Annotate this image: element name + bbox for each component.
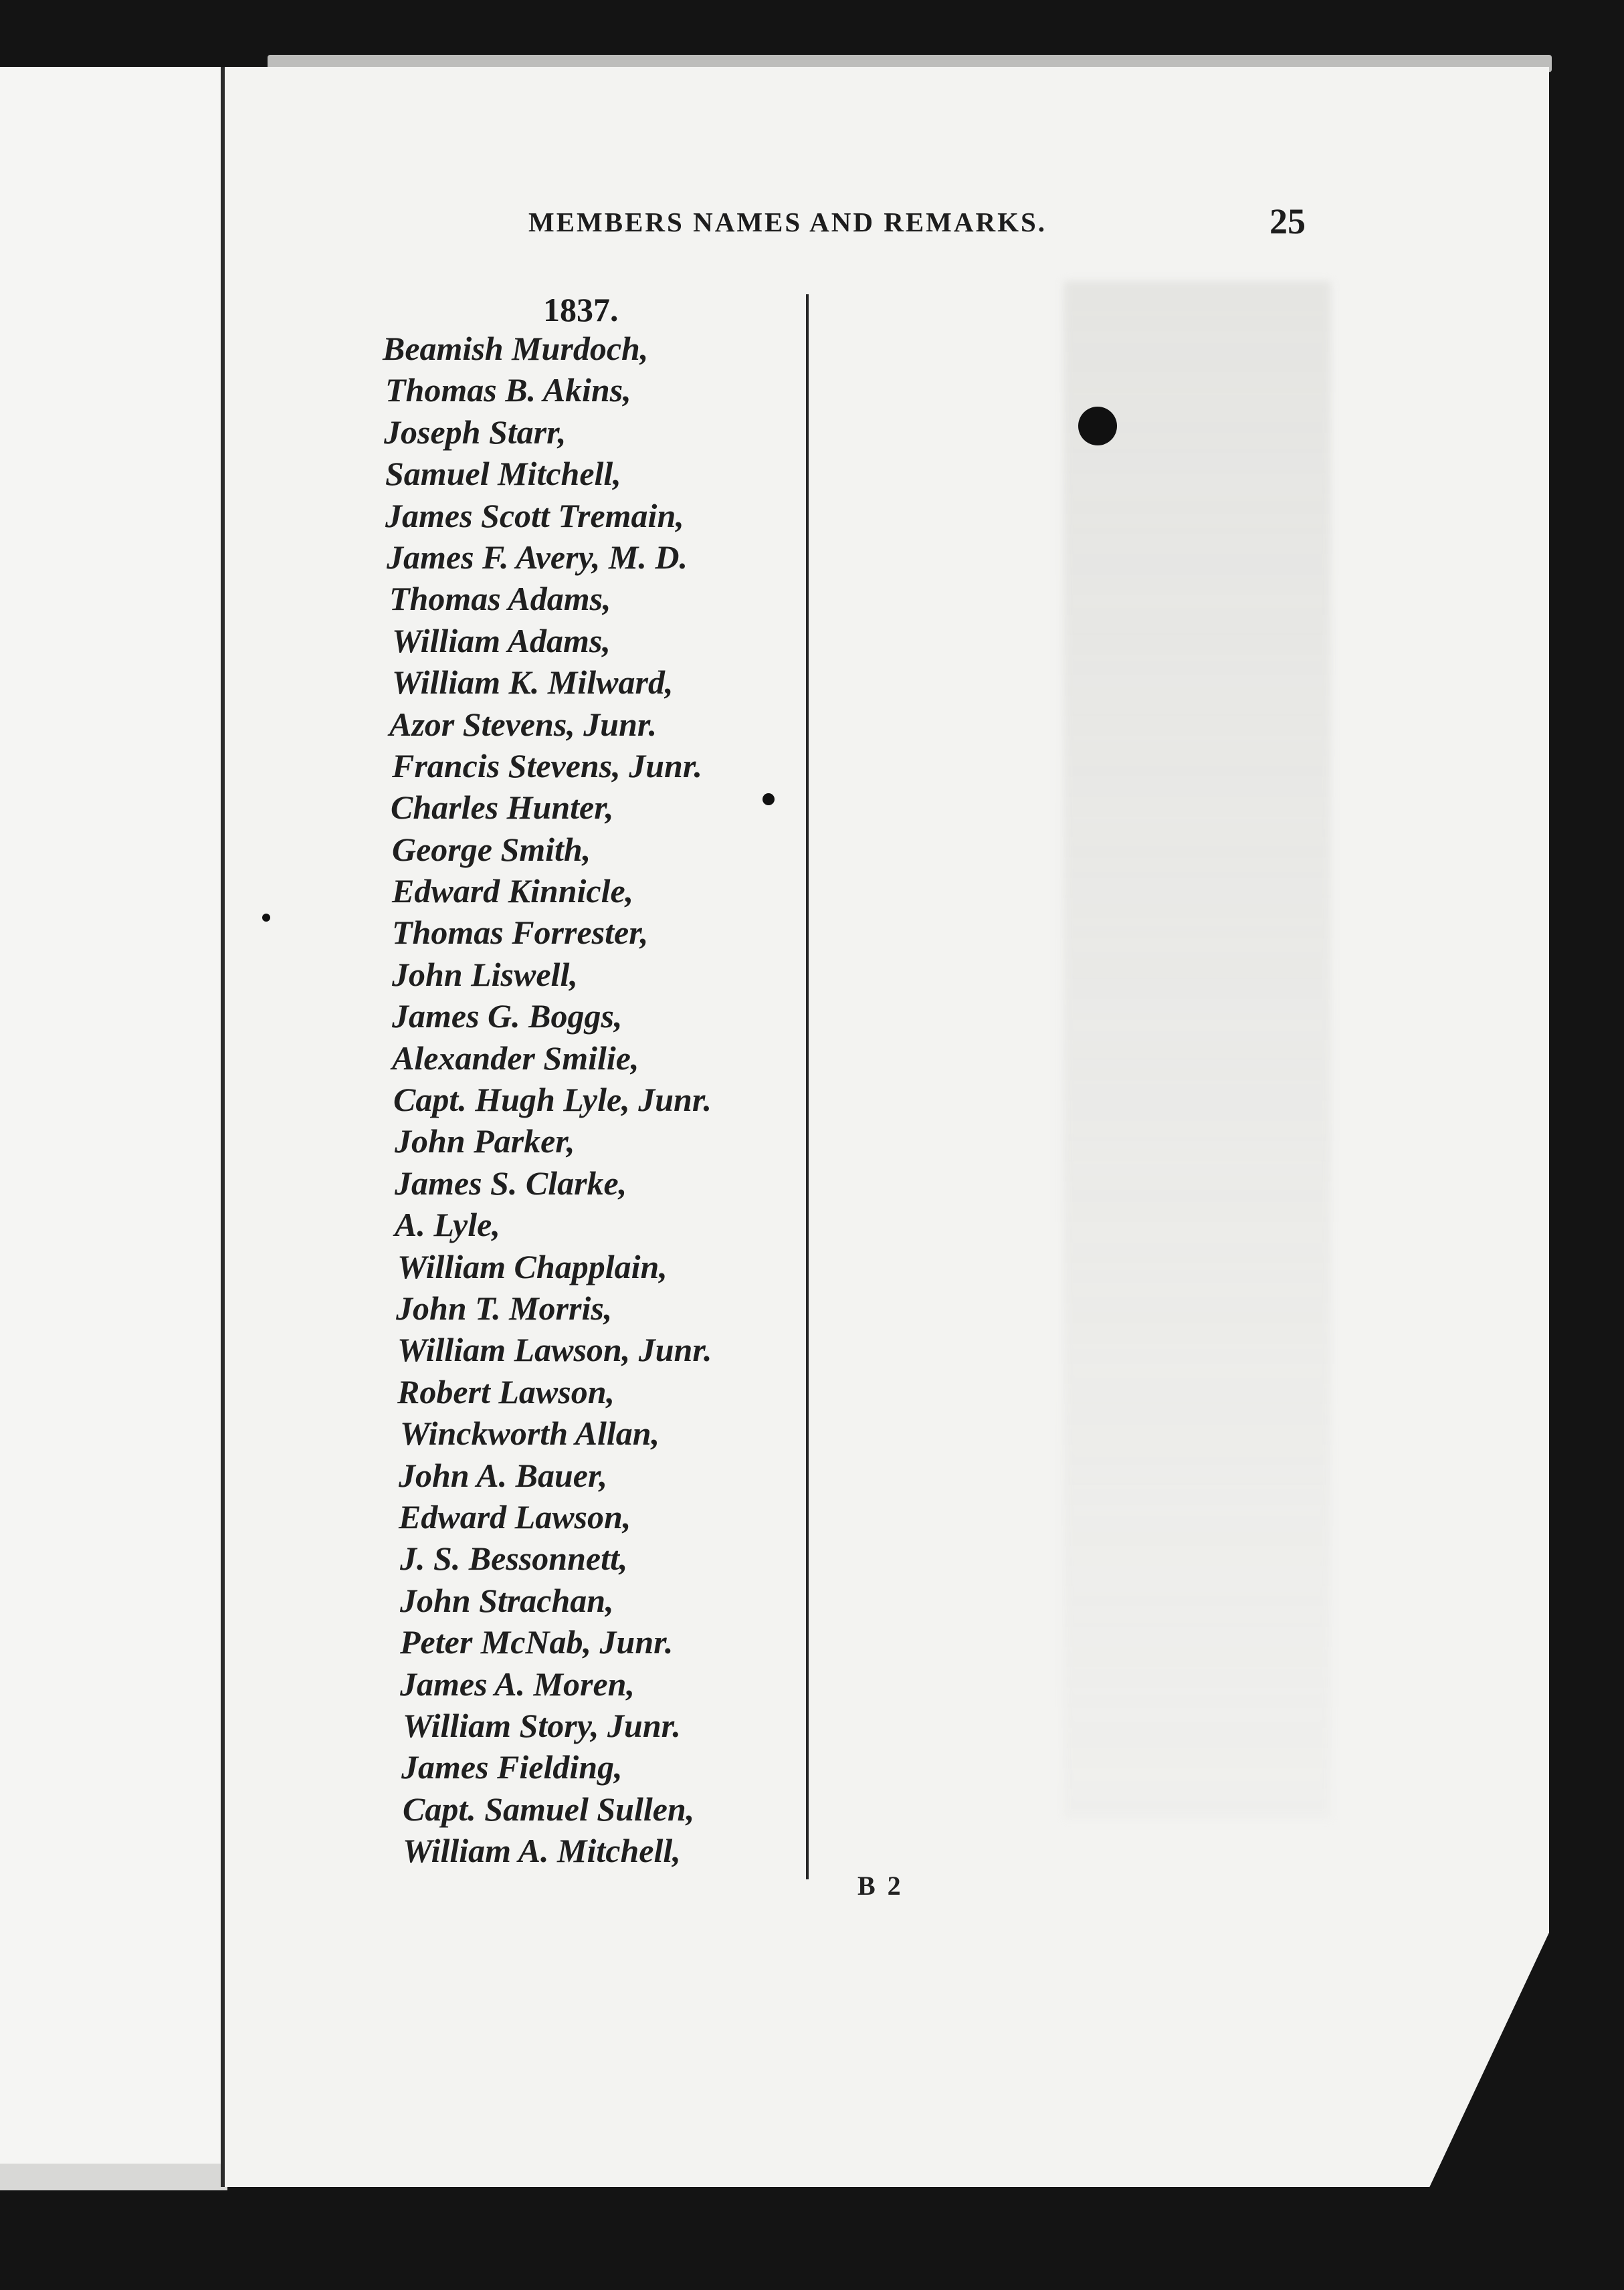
bleed-through-shadow — [1063, 281, 1331, 1819]
column-rule — [806, 294, 809, 1879]
member-name: James F. Avery, M. D. — [387, 538, 688, 576]
member-name: J. S. Bessonnett, — [400, 1540, 628, 1578]
member-name: Francis Stevens, Junr. — [392, 746, 703, 785]
member-name: William K. Milward, — [392, 663, 674, 702]
member-name: James Scott Tremain, — [385, 496, 684, 534]
member-name: John Parker, — [395, 1122, 575, 1160]
member-name: Charles Hunter, — [391, 789, 614, 827]
member-name: George Smith, — [392, 830, 591, 868]
member-name: John T. Morris, — [396, 1289, 613, 1327]
member-name: Thomas Adams, — [389, 580, 611, 618]
member-name: William Lawson, Junr. — [397, 1331, 712, 1369]
member-name: Samuel Mitchell, — [385, 455, 621, 493]
member-name: Winckworth Allan, — [400, 1415, 660, 1453]
ink-speck — [262, 914, 270, 922]
member-name: Edward Kinnicle, — [392, 872, 634, 910]
member-name: William Adams, — [392, 621, 611, 659]
signature-mark: B 2 — [857, 1871, 904, 1901]
member-name: Capt. Samuel Sullen, — [403, 1790, 695, 1828]
ink-speck — [763, 793, 775, 805]
facing-page-edge — [0, 2164, 227, 2190]
list-year: 1837. — [543, 291, 619, 328]
member-name: John A. Bauer, — [399, 1456, 608, 1494]
member-name: Beamish Murdoch, — [383, 330, 649, 367]
ink-spot — [1078, 407, 1117, 445]
facing-page — [0, 67, 225, 2164]
member-name: Robert Lawson, — [397, 1372, 615, 1411]
member-name: William A. Mitchell, — [403, 1832, 681, 1870]
member-names-list — [383, 328, 712, 1871]
member-name: Alexander Smilie, — [392, 1039, 639, 1077]
member-name: James S. Clarke, — [395, 1164, 627, 1202]
member-name: John Liswell, — [392, 955, 578, 993]
member-name: Edward Lawson, — [399, 1497, 631, 1536]
member-name: A. Lyle, — [395, 1206, 500, 1244]
member-name: James A. Moren, — [400, 1665, 635, 1703]
running-title: MEMBERS NAMES AND REMARKS. — [528, 207, 1047, 237]
member-name: Azor Stevens, Junr. — [389, 705, 657, 743]
page-number: 25 — [1270, 201, 1306, 241]
member-name: Thomas B. Akins, — [385, 371, 631, 409]
member-name: William Story, Junr. — [403, 1706, 681, 1744]
member-name: James Fielding, — [401, 1748, 623, 1786]
member-name: James G. Boggs, — [392, 997, 623, 1035]
member-name: William Chapplain, — [397, 1247, 668, 1285]
member-name: Thomas Forrester, — [392, 914, 649, 952]
member-name: Joseph Starr, — [384, 413, 567, 451]
member-name: John Strachan, — [400, 1581, 614, 1619]
member-name: Peter McNab, Junr. — [400, 1623, 674, 1661]
member-name: Capt. Hugh Lyle, Junr. — [393, 1081, 712, 1119]
